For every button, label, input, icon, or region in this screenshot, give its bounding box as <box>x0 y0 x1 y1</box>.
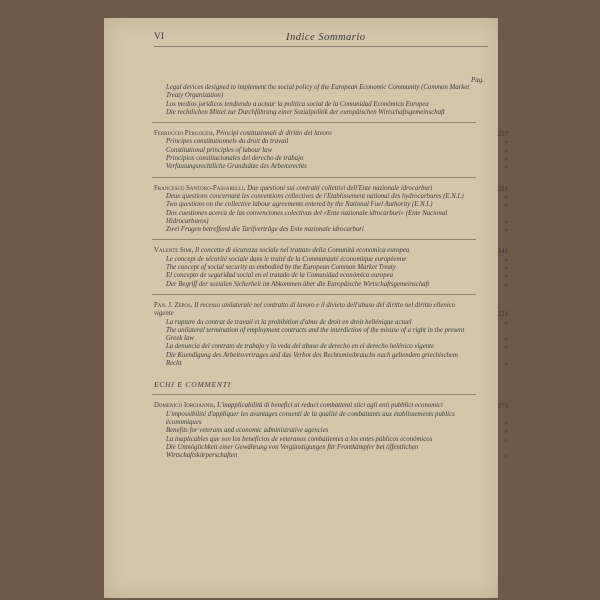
toc-entry: Der Begriff der sozialen Sicherheit im Abkommen über die Europäische Wirtschaftsgemeinschaft » <box>166 280 508 289</box>
toc-entry: Constitutional principles of labour law » <box>166 146 508 155</box>
article-title: Il recesso unilaterale nel contratto di lavoro e il divieto dell'abuso del diritto nel diritto ellenico vigente <box>154 301 456 318</box>
toc-entry: Die Unmöglichkeit einer Gewährung von Vergünstigungen für Frontkämpfer bei öffentlichen Wirtschaftskörperschaften » <box>166 443 508 461</box>
page-ref: 121 <box>497 310 508 319</box>
block-divider <box>152 394 476 395</box>
toc-entry: Zwei Fragen betreffend die Tarifverträge des Ente nazionale idrocarburi » <box>166 226 508 235</box>
toc-entry: Benefits for veterans and economic administrative agencies » <box>166 427 508 436</box>
block-divider <box>152 122 476 123</box>
toc-article <box>154 398 508 411</box>
author-name: Ferruccio Pergolesi, <box>154 130 215 138</box>
toc-entry: Le concept de sécurité sociale dans le traité de la Communauté économique européenne » <box>166 255 508 264</box>
page-ref: 175 <box>497 402 508 411</box>
book-page <box>104 18 508 598</box>
toc-entry: La inaplicables que son los beneficios de veteranos combatientes a los entes públicos económicos » <box>166 435 508 444</box>
toc-entry: The unilateral termination of employment contracts and the interdiction of the misuse of a right in the present Greek law » <box>166 326 508 344</box>
author-name: Francesco Santoro-Passarelli, <box>154 184 246 192</box>
toc-entry: Legal devices designed to implement the social policy of the European Economic Community (Common Market Treaty Organization) <box>166 84 470 100</box>
toc-article <box>154 181 508 193</box>
toc-article <box>154 243 508 256</box>
toc-entry: Verfassungsrechtliche Grundsätze des Arbeitsrechts » <box>166 163 508 172</box>
toc-entry: Dos cuestiones acerca de las convenciones colectivas del «Ente nazionale idrocarburi» (Ente Nacional Hidrocarburos) » <box>166 209 508 226</box>
toc-block <box>154 398 508 461</box>
toc-entry: Principes constitutionnels du droit du travail » <box>166 138 508 147</box>
toc-entry: Die Kuendigung des Arbeitsvertrages und das Verbot des Rechtsmissbrauchs nach geltendem griechischem Recht » <box>166 351 508 369</box>
article-title: L'inapplicabilità di benefici ai reduci combattenti stici agli enti pubblici economici <box>217 402 443 410</box>
toc-entry: La rupture du contrat de travail et la prohibition d'abus de droit en droit hellénique actuel » <box>166 318 508 327</box>
page-ref: 141 <box>497 247 508 256</box>
toc-entry: Two questions on the collective labour agreements entered by the National Fuel Authority (E.N.I.) » <box>166 201 508 210</box>
toc-block <box>154 126 508 172</box>
table-of-contents <box>154 84 508 461</box>
page-ref: 217 <box>497 130 508 139</box>
article-title: Due questioni sui contratti collettivi dell'Ente nazionale idrocarburi <box>247 184 433 192</box>
toc-block <box>154 181 508 235</box>
page-ref: 231 <box>497 184 508 193</box>
section-heading: ECHI E COMMENTI <box>154 380 231 390</box>
author-name: Domenico Iorgiannis, <box>154 402 216 410</box>
running-title: Indice Sommario <box>286 32 366 43</box>
toc-entry: Deux questions concernant les conventions collectives de l'Etablissement national des hydrocarbures (E.N.I.) » <box>166 192 508 201</box>
pag-label: Pag. <box>470 76 484 84</box>
article-title: Principi costituzionali di diritto del lavoro <box>216 130 332 138</box>
toc-block <box>154 298 508 369</box>
author-name: Valente Simi, <box>154 247 194 255</box>
toc-entry: Los medios jurídicos tendiendo a actuar la politica social de la Comunidad Económica Europea <box>166 100 429 108</box>
toc-entry: L'impossibilité d'appliquer les avantages consenti de la qualité de combattants aux établissements publics économiques » <box>166 410 508 427</box>
page-number: VI <box>154 32 165 42</box>
article-title: Il concetto di sicurezza sociale nel trattato della Comunità economica europea <box>195 247 410 255</box>
toc-entry: Principios constitucionales del derecho de trabajo » <box>166 155 508 164</box>
toc-entry: El concepto de seguridad social en el tratado de la Comunidad económica europea » <box>166 272 508 281</box>
block-divider <box>152 294 476 295</box>
author-name: Pan. J. Zepos, <box>154 301 193 309</box>
running-header <box>154 32 488 46</box>
block-divider <box>152 239 476 240</box>
toc-block <box>154 243 508 289</box>
toc-article <box>154 298 508 319</box>
toc-block <box>154 84 474 117</box>
header-rule <box>154 46 488 47</box>
toc-entry: The concept of social security as embodied by the European Common Market Treaty » <box>166 264 508 273</box>
block-divider <box>152 177 476 178</box>
toc-entry: La denuncia del contrato de trabajo y la veda del abuso de derecho en el derecho helénico vigente » <box>166 343 508 352</box>
toc-article <box>154 126 508 139</box>
toc-entry: Die rechtlichen Mittel zur Durchführung einer Sozialpolitik der europäischen Wirtschaftsgemeinschaft <box>166 108 445 116</box>
